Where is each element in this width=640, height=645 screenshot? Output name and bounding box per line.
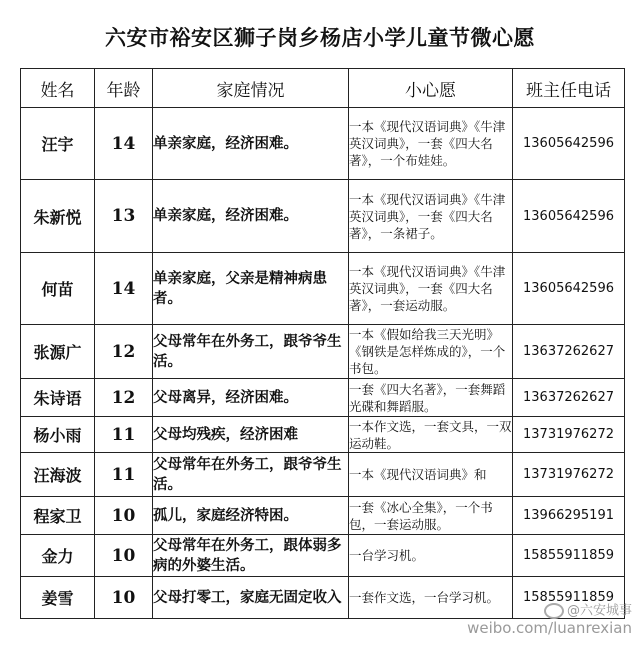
header-phone: 班主任电话 <box>513 69 625 108</box>
cell-family: 父母均残疾，经济困难 <box>153 417 349 453</box>
cell-age: 14 <box>95 253 153 325</box>
cell-phone: 13731976272 <box>513 417 625 453</box>
cell-name: 朱新悦 <box>21 180 95 253</box>
cell-phone: 13731976272 <box>513 453 625 497</box>
cell-wish: 一套《四大名著》，一套舞蹈光碟和舞蹈服。 <box>349 379 513 417</box>
header-wish: 小心愿 <box>349 69 513 108</box>
cell-phone: 13605642596 <box>513 253 625 325</box>
cell-wish: 一本《现代汉语词典》《牛津英汉词典》，一套《四大名著》，一套运动服。 <box>349 253 513 325</box>
cell-age: 10 <box>95 535 153 577</box>
header-family: 家庭情况 <box>153 69 349 108</box>
weibo-watermark <box>412 603 632 638</box>
cell-family: 父母常年在外务工，跟爷爷生活。 <box>153 325 349 379</box>
cell-family: 父母离异，经济困难。 <box>153 379 349 417</box>
watermark-handle: @六安城事 <box>566 603 632 618</box>
cell-phone: 15855911859 <box>513 577 625 619</box>
cell-name: 朱诗语 <box>21 379 95 417</box>
cell-name: 张源广 <box>21 325 95 379</box>
cell-age: 11 <box>95 417 153 453</box>
cell-age: 12 <box>95 325 153 379</box>
cell-family: 父母常年在外务工，跟体弱多病的外婆生活。 <box>153 535 349 577</box>
cell-age: 14 <box>95 108 153 180</box>
cell-family: 单亲家庭，经济困难。 <box>153 108 349 180</box>
cell-wish: 一本作文选，一套文具，一双运动鞋。 <box>349 418 512 451</box>
cell-phone: 13966295191 <box>513 497 625 535</box>
cell-name: 汪海波 <box>21 453 95 497</box>
table-row <box>21 253 625 325</box>
cell-phone: 13605642596 <box>513 180 625 253</box>
table-row <box>21 325 625 379</box>
cell-wish: 一套《冰心全集》，一个书包，一套运动服。 <box>349 497 513 535</box>
header-name: 姓名 <box>21 69 95 108</box>
cell-phone: 13605642596 <box>513 108 625 180</box>
cell-age: 12 <box>95 379 153 417</box>
cell-family: 单亲家庭，经济困难。 <box>153 180 349 253</box>
cell-name: 何苗 <box>21 253 95 325</box>
cell-wish: 一台学习机。 <box>349 535 513 577</box>
header-age: 年龄 <box>95 69 153 108</box>
cell-age: 11 <box>95 453 153 497</box>
cell-family: 单亲家庭，父亲是精神病患者。 <box>153 253 349 325</box>
cell-wish: 一本《现代汉语词典》《牛津英汉词典》，一套《四大名著》，一条裙子。 <box>349 180 513 253</box>
cell-phone: 13637262627 <box>513 325 625 379</box>
table-header-row <box>21 69 625 108</box>
table-row <box>21 379 625 417</box>
table-row <box>21 180 625 253</box>
cell-age: 10 <box>95 577 153 619</box>
cell-name: 金力 <box>21 535 95 577</box>
cell-phone: 13637262627 <box>513 379 625 417</box>
cell-name: 程家卫 <box>21 497 95 535</box>
cell-wish: 一本《现代汉语词典》《牛津英汉词典》，一套《四大名著》，一个布娃娃。 <box>349 108 513 180</box>
cell-phone: 15855911859 <box>513 535 625 577</box>
cell-age: 10 <box>95 497 153 535</box>
cell-name: 汪宇 <box>21 108 95 180</box>
cell-family: 父母常年在外务工，跟爷爷生活。 <box>153 453 349 497</box>
cell-name: 杨小雨 <box>21 417 95 453</box>
table-row <box>21 453 625 497</box>
table-row <box>21 108 625 180</box>
table-row <box>21 417 625 453</box>
cell-wish: 一套作文选，一台学习机。 <box>349 577 513 619</box>
cell-wish: 一本《假如给我三天光明》《钢铁是怎样炼成的》，一个书包。 <box>349 325 513 379</box>
cell-name: 姜雪 <box>21 577 95 619</box>
cell-age: 13 <box>95 180 153 253</box>
weibo-logo-icon <box>544 603 564 619</box>
table-row <box>21 497 625 535</box>
cell-wish: 一本《现代汉语词典》和 <box>349 453 513 497</box>
table-row <box>21 535 625 577</box>
watermark-url: weibo.com/luanrexian <box>467 619 632 637</box>
page-title: 六安市裕安区狮子岗乡杨店小学儿童节微心愿 <box>105 26 535 50</box>
cell-family: 孤儿，家庭经济特困。 <box>153 497 349 535</box>
wish-table <box>20 68 625 619</box>
cell-family: 父母打零工，家庭无固定收入 <box>153 577 349 619</box>
